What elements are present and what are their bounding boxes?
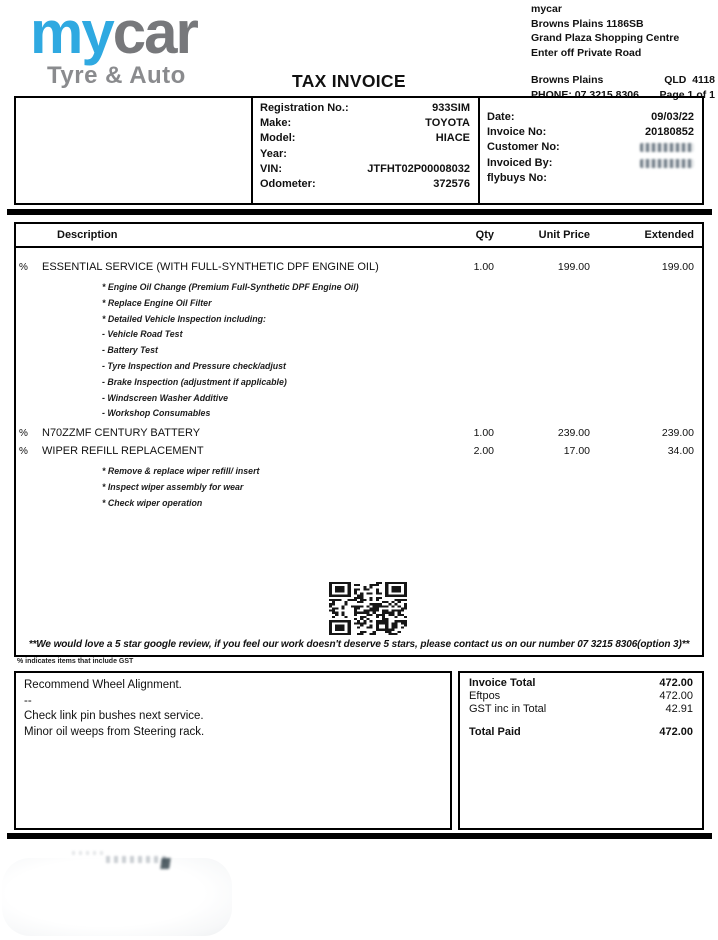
invoice-detail-label: Customer No:: [487, 141, 560, 154]
invoice-detail-value: 09/03/22: [651, 111, 694, 123]
vehicle-detail-label: Year:: [260, 147, 287, 160]
item-detail-line: - Brake Inspection (adjustment if applicable): [102, 376, 287, 387]
line-item-qty: 2.00: [473, 445, 494, 458]
line-item-unit-price: 199.00: [557, 261, 590, 273]
divider-bar-bottom: [7, 833, 712, 839]
invoice-detail-row: [487, 171, 694, 186]
totals-label: GST inc in Total: [469, 702, 547, 715]
line-item-unit-price: 17.00: [563, 445, 590, 458]
line-item-extended: 239.00: [661, 427, 694, 440]
logo-my: my: [30, 0, 113, 66]
col-header-extended: Extended: [644, 229, 694, 241]
totals-label: Eftpos: [469, 689, 501, 702]
invoice-detail-label: Date:: [487, 111, 515, 123]
vehicle-detail-label: Odometer:: [260, 178, 316, 191]
vehicle-detail-label: VIN:: [260, 162, 282, 175]
line-item-extended: 34.00: [667, 445, 694, 458]
totals-value: 472.00: [659, 726, 693, 739]
item-detail-line: * Replace Engine Oil Filter: [102, 297, 212, 308]
totals-value: 472.00: [659, 677, 693, 689]
invoice-detail-row: [487, 156, 694, 171]
vehicle-detail-label: Make:: [260, 117, 292, 130]
totals-row: [469, 677, 693, 690]
invoice-detail-row: [487, 125, 694, 140]
gst-note: % indicates items that include GST: [17, 658, 134, 665]
logo-car: car: [112, 0, 197, 66]
invoice-detail-label: Invoice No:: [487, 126, 547, 139]
line-item-description: N70ZZMF CENTURY BATTERY: [42, 427, 201, 440]
line-item-details: [102, 464, 702, 511]
item-detail-line: - Battery Test: [102, 345, 158, 356]
gst-marker: %: [19, 446, 28, 458]
gst-marker: %: [19, 428, 28, 440]
store-address-line: Browns Plains 1186SB: [531, 17, 644, 30]
items-table-header: [14, 222, 704, 248]
line-item-row: [16, 444, 702, 459]
totals-row: [469, 703, 693, 716]
totals-row: [469, 690, 693, 703]
vehicle-detail-value: JTFHT02P00008032: [367, 162, 470, 175]
vehicle-detail-value: TOYOTA: [425, 117, 470, 130]
invoice-details-box: [480, 98, 702, 203]
store-header: [531, 2, 715, 102]
item-detail-line: * Detailed Vehicle Inspection including:: [102, 313, 266, 324]
totals-label: Total Paid: [469, 726, 521, 739]
vehicle-details-box: [253, 98, 480, 203]
vehicle-detail-value: 372576: [433, 178, 470, 191]
gst-marker: %: [19, 262, 28, 273]
empty-box: [16, 98, 253, 203]
store-name: mycar: [531, 3, 562, 15]
vehicle-detail-row: [260, 177, 470, 192]
item-detail-line: - Tyre Inspection and Pressure check/adjust: [102, 360, 286, 371]
items-table-body: [14, 248, 704, 657]
col-header-unit-price: Unit Price: [538, 229, 590, 241]
vehicle-detail-label: Registration No.:: [260, 102, 349, 114]
vehicle-detail-row: [260, 101, 470, 116]
vehicle-detail-value: 933SIM: [432, 102, 470, 114]
item-detail-line: * Check wiper operation: [102, 497, 203, 508]
invoice-detail-row: [487, 140, 694, 155]
store-suburb-row: [531, 73, 715, 88]
line-item-row: [16, 426, 702, 441]
store-phone: PHONE: 07 3215 8306: [531, 88, 639, 101]
invoice-detail-row: [487, 110, 694, 125]
line-item-qty: 1.00: [473, 427, 494, 440]
recommendations-box: [14, 671, 452, 830]
totals-box: [458, 671, 704, 830]
line-items: [16, 260, 702, 512]
invoice-detail-value-redacted: [640, 159, 694, 168]
redaction-blob: [2, 858, 232, 936]
line-item-qty: 1.00: [473, 261, 494, 273]
line-item-description: ESSENTIAL SERVICE (WITH FULL-SYNTHETIC DPF ENGINE OIL): [42, 261, 379, 273]
line-item-extended: 199.00: [661, 261, 694, 273]
line-item-details: [102, 280, 702, 422]
item-detail-line: - Workshop Consumables: [102, 408, 211, 419]
totals-value: 42.91: [665, 702, 693, 715]
vehicle-detail-row: [260, 162, 470, 177]
vehicle-detail-row: [260, 147, 470, 162]
item-detail-line: - Windscreen Washer Additive: [102, 392, 229, 403]
store-address-line: Grand Plaza Shopping Centre: [531, 32, 680, 44]
page-number: Page 1 of 1: [659, 88, 715, 101]
line-item-unit-price: 239.00: [557, 427, 590, 440]
item-detail-line: * Inspect wiper assembly for wear: [102, 481, 244, 492]
invoice-detail-label: flybuys No:: [487, 171, 547, 184]
recommendation-line: Check link pin bushes next service.: [24, 710, 204, 722]
divider-bar-top: [7, 209, 712, 215]
line-item-description: WIPER REFILL REPLACEMENT: [42, 445, 204, 458]
vehicle-detail-value: HIACE: [435, 132, 470, 145]
scan-smudge: [72, 851, 106, 855]
logo-tagline: Tyre & Auto: [47, 62, 186, 89]
totals-row: [469, 726, 693, 739]
recommendation-line: Minor oil weeps from Steering rack.: [24, 725, 205, 738]
col-header-description: Description: [57, 229, 118, 241]
review-note: **We would love a 5 star google review, if you feel our work doesn't deserve 5 stars, please contact us on our number 07 3215 8306(option 3)**: [28, 639, 690, 650]
mycar-logo: [30, 0, 197, 66]
vehicle-detail-row: [260, 116, 470, 131]
item-detail-line: * Remove & replace wiper refill/ insert: [102, 466, 260, 477]
qr-code: [329, 582, 407, 635]
vehicle-detail-label: Model:: [260, 132, 296, 145]
recommendation-line: Recommend Wheel Alignment.: [24, 679, 182, 691]
store-suburb: Browns Plains: [531, 74, 604, 86]
line-item-row: [16, 260, 702, 275]
item-detail-line: - Vehicle Road Test: [102, 329, 183, 340]
store-state-postcode: QLD 4118: [664, 74, 715, 86]
invoice-detail-value-redacted: [640, 143, 694, 152]
recommendation-line: --: [24, 694, 32, 707]
store-address-line: Enter off Private Road: [531, 46, 642, 59]
doc-title: TAX INVOICE: [292, 71, 406, 91]
totals-value: 472.00: [659, 689, 693, 702]
invoice-detail-label: Invoiced By:: [487, 156, 553, 169]
item-detail-line: * Engine Oil Change (Premium Full-Synthetic DPF Engine Oil): [102, 282, 359, 292]
totals-label: Invoice Total: [469, 677, 536, 689]
invoice-detail-value: 20180852: [645, 126, 694, 139]
scan-smudge-dark: [160, 858, 171, 869]
vehicle-detail-row: [260, 131, 470, 146]
col-header-qty: Qty: [475, 229, 494, 241]
header-info-box: [14, 96, 704, 205]
